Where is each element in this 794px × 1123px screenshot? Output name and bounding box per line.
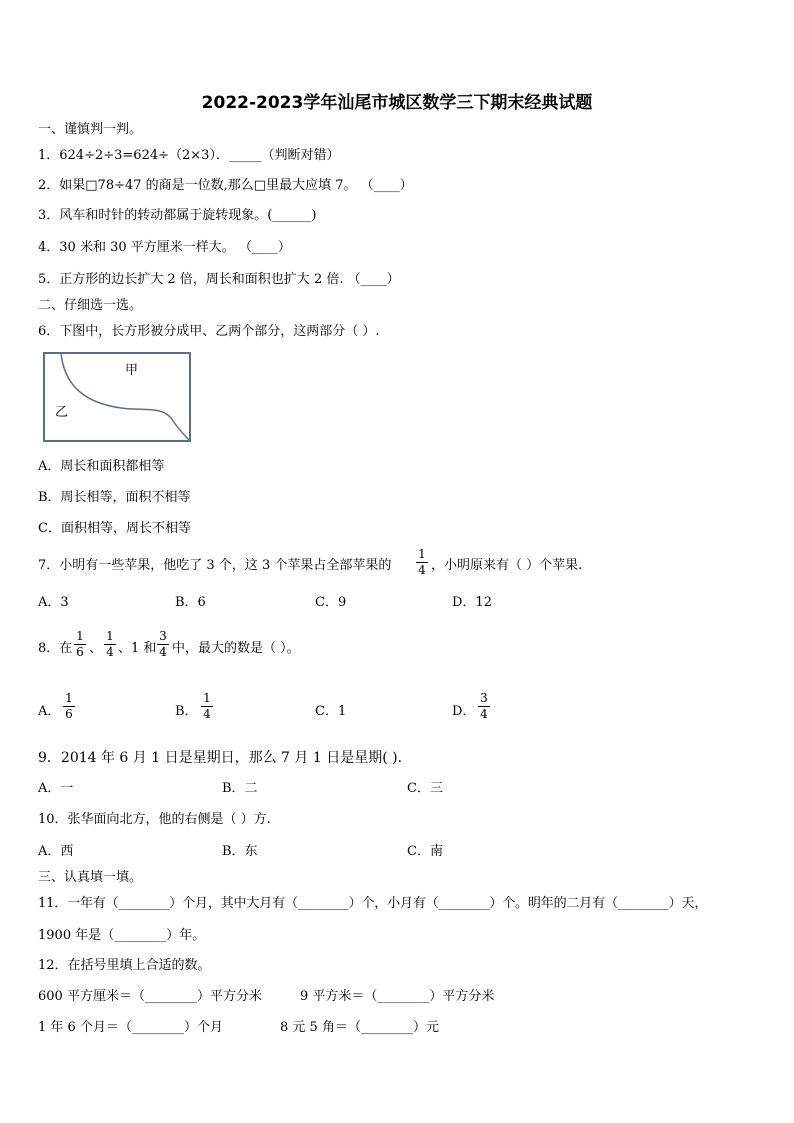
rectangle-outline (44, 353, 190, 441)
question-7-option-a: A．3 (38, 595, 69, 610)
question-8-separator-1: 、 (89, 641, 103, 656)
rectangle-figure (43, 352, 191, 442)
question-8-fraction-3: 3 4 (157, 630, 169, 659)
question-10-stem: 10．张华面向北方，他的右侧是（ ）方. (38, 812, 271, 827)
region-label-jia: 甲 (125, 363, 139, 378)
question-9-stem: 9．2014 年 6 月 1 日是星期日，那么 7 月 1 日是星期( )． (38, 750, 412, 766)
question-9-option-b: B．二 (222, 781, 258, 796)
question-7-fraction (416, 548, 428, 577)
question-12-item-c: 1 年 6 个月＝（________）个月 (38, 1020, 223, 1035)
section-heading-fill: 三、认真填一填。 (38, 870, 143, 885)
question-8-option-c: C．1 (315, 704, 347, 719)
region-label-yi: 乙 (55, 405, 69, 420)
question-12-item-d: 8 元 5 角＝（________）元 (280, 1020, 439, 1035)
question-7-option-d: D．12 (452, 595, 492, 610)
question-7-option-b: B．6 (175, 595, 206, 610)
question-2: 2．如果□78÷47 的商是一位数,那么□里最大应填 7。 （____） (38, 178, 413, 193)
question-11-line-1: 11．一年有（________）个月，其中大月有（________）个，小月有（________）个。明年的二月有（________）天， (38, 896, 708, 911)
question-6-stem: 6．下图中，长方形被分成甲、乙两个部分，这两部分（ ）. (38, 324, 380, 339)
section-heading-judge: 一、谨慎判一判。 (38, 122, 143, 137)
question-8-option-a-label: A． (38, 704, 61, 719)
question-8-option-b-label: B． (175, 704, 198, 719)
question-9-option-c: C．三 (407, 781, 443, 796)
question-10-option-c: C．南 (407, 844, 443, 859)
page-title: 2022-2023学年汕尾市城区数学三下期末经典试题 (201, 93, 593, 113)
question-9-option-a: A．一 (38, 781, 74, 796)
question-10-option-b: B．东 (222, 844, 258, 859)
question-8-option-d-fraction: 3 4 (478, 692, 490, 721)
question-7-stem-b: ，小明原来有（ ）个苹果. (431, 558, 583, 573)
question-11-line-2: 1900 年是（________）年。 (38, 928, 206, 943)
fraction-numerator: 1 (418, 547, 426, 561)
question-1: 1．624÷2÷3=624÷（2×3）．_____（判断对错） (38, 148, 340, 163)
question-8-separator-2: 、1 和 (118, 641, 157, 656)
question-6-option-b: B．周长相等，面积不相等 (38, 490, 191, 505)
question-12-item-a: 600 平方厘米＝（________）平方分米 (38, 989, 262, 1004)
question-8-fraction-1: 1 6 (74, 630, 86, 659)
question-6-option-c: C．面积相等，周长不相等 (38, 521, 191, 536)
question-10-option-a: A．西 (38, 844, 74, 859)
question-8-fraction-2: 1 4 (104, 630, 116, 659)
question-12-item-b: 9 平方米＝（________）平方分米 (300, 989, 495, 1004)
fraction-denominator: 4 (418, 563, 426, 577)
question-7-option-c: C．9 (315, 595, 347, 610)
question-8-stem-b: 中，最大的数是（ ）。 (172, 641, 300, 656)
question-8-stem-a: 8．在 (38, 641, 73, 656)
question-4: 4．30 米和 30 平方厘米一样大。 （____） (38, 240, 291, 255)
question-3: 3．风车和时针的转动都属于旋转现象。(______) (38, 208, 317, 223)
question-12-stem: 12．在括号里填上合适的数。 (38, 958, 211, 973)
question-7-stem-a: 7．小明有一些苹果，他吃了 3 个，这 3 个苹果占全部苹果的 (38, 558, 392, 573)
question-8-option-d-label: D． (452, 704, 476, 719)
question-8-option-a-fraction: 1 6 (63, 692, 75, 721)
question-6-option-a: A．周长和面积都相等 (38, 459, 165, 474)
question-8-option-b-fraction: 1 4 (201, 692, 213, 721)
rectangle-diagram (43, 352, 191, 442)
question-5: 5．正方形的边长扩大 2 倍，周长和面积也扩大 2 倍. （____） (38, 272, 400, 287)
section-heading-choose: 二、仔细选一选。 (38, 298, 143, 313)
